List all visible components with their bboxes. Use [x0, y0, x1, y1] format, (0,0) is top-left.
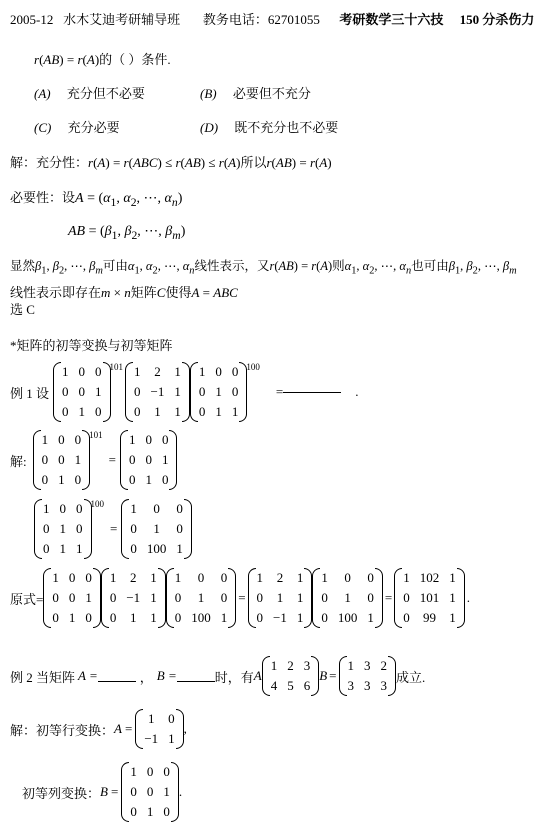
matrix-entry: 0	[74, 472, 82, 487]
matrix-entry: 0	[145, 432, 152, 447]
matrix-entry: 3	[380, 678, 387, 693]
matrix-entry: 0	[95, 404, 102, 419]
matrix-entry: 0	[52, 590, 59, 605]
matrix-body	[129, 762, 171, 822]
matrix-entry: 0	[231, 384, 239, 399]
matrix-entry: 1	[215, 384, 222, 399]
matrix-right-bracket	[228, 568, 236, 628]
matrix-entry: 0	[85, 610, 92, 625]
matrix-entry: 1	[296, 590, 304, 605]
matrix-entry: 0	[153, 501, 160, 516]
matrix-entry: 1	[367, 610, 374, 625]
matrix	[339, 656, 397, 696]
matrix-body	[61, 362, 103, 422]
matrix-entry: 1	[41, 432, 49, 447]
solution-choice: 选 C	[10, 302, 35, 317]
matrix-entry: 1	[109, 570, 117, 585]
matrix-entry: 1	[256, 570, 264, 585]
matrix-entry: 3	[364, 678, 371, 693]
matrix-entry: 1	[403, 570, 410, 585]
matrix-left-bracket	[248, 568, 256, 628]
matrix-body	[42, 499, 84, 559]
matrix-entry: 0	[128, 472, 136, 487]
matrix-left-bracket	[34, 499, 42, 559]
option-a: (A) 充分但不必要	[34, 86, 145, 101]
matrix-entry: 1	[128, 432, 136, 447]
matrix-entry: 0	[76, 521, 83, 536]
matrix-entry: 1	[344, 590, 351, 605]
matrix-body	[320, 568, 375, 628]
matrix-entry: 1	[85, 590, 92, 605]
matrix-entry: 0	[403, 610, 410, 625]
matrix-body	[143, 709, 175, 749]
matrix-entry: 0	[78, 364, 86, 379]
problem-stem: r(AB) = r(A)的（ ）条件.	[34, 52, 171, 67]
example1-label: 例 1 设	[10, 385, 50, 401]
matrix-entry: 0	[134, 384, 141, 399]
matrix-entry: 0	[43, 541, 50, 556]
matrix-entry: 1	[154, 404, 161, 419]
matrix-entry: 0	[130, 541, 137, 556]
matrix-entry: 1	[347, 658, 354, 673]
matrix	[120, 430, 178, 490]
matrix-entry: 102	[419, 570, 440, 585]
matrix-entry: 5	[287, 678, 294, 693]
matrix	[43, 568, 101, 628]
matrix-entry: 0	[231, 364, 239, 379]
matrix-entry: 0	[95, 364, 102, 379]
matrix-entry: 1	[296, 610, 304, 625]
matrix-left-bracket	[121, 499, 129, 559]
matrix-entry: 1	[270, 658, 278, 673]
matrix-entry: 0	[128, 452, 136, 467]
matrix-entry: 0	[145, 452, 152, 467]
matrix-right-bracket	[93, 568, 101, 628]
matrix-entry: 1	[321, 570, 328, 585]
matrix-entry: 99	[422, 610, 436, 625]
matrix-entry: 1	[62, 364, 69, 379]
matrix-entry: 1	[74, 452, 82, 467]
matrix-entry: 1	[150, 590, 157, 605]
matrix-right-bracket	[171, 762, 179, 822]
matrix-entry: 0	[130, 804, 137, 819]
matrix-right-bracket	[169, 430, 177, 490]
matrix-entry: 0	[74, 432, 82, 447]
matrix-entry: 1	[449, 610, 456, 625]
matrix-left-bracket	[53, 362, 61, 422]
matrix	[121, 762, 179, 822]
matrix-entry: 2	[380, 658, 387, 673]
matrix-entry: 1	[147, 711, 155, 726]
matrix-body	[51, 568, 93, 628]
matrix-body	[128, 430, 170, 490]
exponent: 101	[109, 362, 124, 372]
matrix-entry: 1	[134, 364, 141, 379]
matrix-entry: 2	[287, 658, 294, 673]
matrix-body	[109, 568, 158, 628]
matrix-entry: 100	[146, 541, 167, 556]
matrix-entry: 0	[321, 590, 328, 605]
header-date: 2005-12	[10, 12, 54, 27]
solution2-col-row: 初等列变换： B = 1 0 0 0 0 1 0 1 0 .	[22, 762, 182, 822]
matrix-entry: 0	[367, 590, 374, 605]
matrix-left-bracket	[43, 568, 51, 628]
matrix-body	[133, 362, 182, 422]
example2-label: 例 2 当矩阵	[10, 669, 76, 685]
equals-sign: =	[110, 521, 118, 536]
solution1-full	[10, 568, 470, 628]
matrix-entry: 0	[68, 590, 76, 605]
example1-row	[10, 362, 358, 422]
matrix-entry: 0	[43, 521, 50, 536]
matrix-entry: 1	[163, 784, 170, 799]
a-equals: A =	[78, 668, 98, 683]
matrix-right-bracket	[388, 656, 396, 696]
matrix-entry: 1	[176, 541, 183, 556]
matrix	[121, 499, 192, 559]
matrix-body	[347, 656, 389, 696]
matrix-entry: 1	[68, 610, 76, 625]
matrix-entry: 0	[130, 784, 137, 799]
matrix-entry: 1	[130, 501, 137, 516]
matrix	[312, 568, 383, 628]
matrix	[125, 362, 190, 422]
solution1-row1	[10, 430, 177, 490]
matrix-body	[256, 568, 305, 628]
matrix-entry: 0	[256, 610, 264, 625]
solution1-label: 解:	[10, 453, 27, 469]
matrix-entry: 1	[161, 452, 169, 467]
exponent: 100	[246, 362, 260, 372]
matrix-entry: 0	[58, 452, 65, 467]
matrix-entry: 1	[150, 610, 157, 625]
row-transform-label: 解：初等行变换：	[10, 722, 115, 738]
matrix-entry: 0	[109, 590, 117, 605]
matrix-entry: 0	[197, 570, 205, 585]
matrix-entry: 0	[85, 570, 92, 585]
matrix-entry: 1	[146, 804, 154, 819]
matrix-entry: 1	[145, 472, 152, 487]
solution2-row: 解：初等行变换： A = 1 0 −1 1 ,	[10, 709, 187, 749]
header	[10, 12, 534, 28]
matrix-entry: 1	[220, 610, 228, 625]
matrix-entry: −1	[150, 384, 165, 399]
matrix-entry: 0	[109, 610, 117, 625]
matrix-body	[41, 430, 83, 490]
section-title: *矩阵的初等变换与初等矩阵	[10, 338, 173, 353]
matrix-entry: 0	[198, 404, 206, 419]
hold-text: 成立.	[396, 669, 426, 685]
matrix-entry: 0	[130, 521, 137, 536]
matrix-entry: 1	[52, 570, 59, 585]
matrix-entry: 0	[367, 570, 374, 585]
matrix-entry: 0	[58, 432, 65, 447]
matrix-left-bracket	[262, 656, 270, 696]
header-phone: 教务电话：62701055	[202, 12, 320, 27]
matrix-left-bracket	[121, 762, 129, 822]
matrix-entry: 0	[163, 764, 170, 779]
matrix-entry: 0	[174, 590, 182, 605]
equals-sign: =	[329, 668, 337, 683]
orig-label: 原式=	[10, 591, 44, 607]
exponent: 101	[89, 430, 103, 440]
header-tagline: 150 分杀伤力	[459, 12, 535, 27]
equals-sign: =	[384, 590, 393, 605]
matrix-entry: 1	[174, 384, 181, 399]
matrix-entry: 0	[161, 432, 169, 447]
end-period: .	[355, 384, 359, 399]
matrix-left-bracket	[166, 568, 174, 628]
matrix-entry: 1	[231, 404, 239, 419]
matrix-entry: 1	[76, 541, 83, 556]
matrix-left-bracket	[33, 430, 41, 490]
matrix-left-bracket	[120, 430, 128, 490]
matrix-entry: 1	[130, 764, 137, 779]
matrix-left-bracket	[135, 709, 143, 749]
matrix-entry: 0	[68, 570, 76, 585]
matrix-right-bracket	[375, 568, 383, 628]
answer-blank-b	[177, 681, 215, 682]
example2-row: 例 2 当矩阵 A = ， B = 时，有 A 1 2 3 4 5 6 B = 1 3 2 3 3 3 成立.	[10, 656, 425, 696]
matrix-body	[198, 362, 240, 422]
solution-span-line: 显然$\beta_1$, $\beta_2$, ⋯, $\beta_m$可由$\alpha_1$, $\alpha_2$, ⋯, $\alpha_n$线性表示，又r(AB) = r(A)则$\alpha_1$, $\alpha_2$, ⋯, $\alpha_n$也可由$\beta_1$, $\beta_2$, ⋯, $\beta_m$	[10, 259, 517, 277]
matrix-entry: 0	[198, 384, 206, 399]
matrix-entry: 4	[270, 678, 278, 693]
matrix	[394, 568, 465, 628]
matrix-body	[270, 656, 312, 696]
matrix-entry: 1	[198, 364, 206, 379]
option-b: (B) 必要但不充分	[200, 86, 311, 101]
matrix-entry: 1	[197, 590, 205, 605]
matrix-entry: 2	[130, 570, 137, 585]
matrix-right-bracket	[184, 499, 192, 559]
matrix-right-bracket	[176, 709, 184, 749]
solution-matrix-line: 线性表示即存在m × n矩阵C使得A = ABC	[10, 285, 238, 300]
matrix-entry: 6	[303, 678, 311, 693]
matrix-entry: 3	[347, 678, 354, 693]
header-org: 水木艾迪考研辅导班	[63, 12, 181, 27]
matrix-entry: 0	[76, 501, 83, 516]
matrix-left-bracket	[394, 568, 402, 628]
b-equals: B =	[156, 668, 177, 683]
matrix-entry: −1	[144, 731, 159, 746]
matrix-entry: 1	[174, 404, 181, 419]
end-period: .	[466, 590, 470, 605]
matrix-entry: 0	[134, 404, 141, 419]
matrix-entry: 1	[296, 570, 304, 585]
solution-sufficiency: 解：充分性：r(A) = r(ABC) ≤ r(AB) ≤ r(A)所以r(AB) = r(A)	[10, 155, 332, 170]
matrix-entry: 1	[449, 590, 456, 605]
when-text: 时，有	[214, 669, 254, 685]
matrix	[53, 362, 111, 422]
equals-sign: =	[108, 452, 116, 467]
matrix-left-bracket	[190, 362, 198, 422]
option-d: (D) 既不充分也不必要	[200, 120, 339, 135]
matrix-entry: 1	[43, 501, 50, 516]
option-c: (C) 充分必要	[34, 120, 120, 135]
matrix-entry: 0	[176, 501, 183, 516]
matrix-entry: 0	[62, 384, 69, 399]
solution-ab-columns: AB = ($\beta_1$, $\beta_2$, ⋯, $\beta_m$)	[68, 224, 186, 242]
matrix-entry: 1	[153, 521, 160, 536]
matrix-left-bracket	[312, 568, 320, 628]
matrix-entry: 3	[364, 658, 371, 673]
matrix-entry: 3	[303, 658, 311, 673]
col-transform-label: 初等列变换：	[22, 785, 101, 801]
matrix-entry: 2	[276, 570, 284, 585]
matrix	[262, 656, 320, 696]
matrix	[33, 430, 91, 490]
matrix-entry: 0	[59, 501, 66, 516]
matrix-entry: 0	[256, 590, 264, 605]
matrix-right-bracket	[182, 362, 190, 422]
solution-necessity: 必要性：设$A = (\alpha_1$, $\alpha_2$, ⋯, $\alpha_n$)	[10, 190, 183, 209]
matrix-left-bracket	[125, 362, 133, 422]
answer-blank	[283, 392, 341, 393]
matrix-body	[174, 568, 229, 628]
matrix-entry: 1	[174, 570, 182, 585]
matrix-entry: 1	[150, 570, 157, 585]
problem-stem-suffix: 的（ ）条件.	[99, 52, 171, 67]
matrix-entry: 1	[215, 404, 222, 419]
matrix-entry: 1	[78, 404, 86, 419]
matrix-entry: 1	[276, 590, 284, 605]
matrix-entry: 100	[337, 610, 358, 625]
matrix-left-bracket	[101, 568, 109, 628]
matrix-entry: 0	[146, 764, 154, 779]
matrix-right-bracket	[457, 568, 465, 628]
matrix	[248, 568, 313, 628]
matrix-entry: −1	[126, 590, 141, 605]
matrix-entry: 0	[146, 784, 154, 799]
matrix-entry: 2	[154, 364, 161, 379]
matrix-entry: 0	[41, 472, 49, 487]
exponent: 100	[90, 499, 104, 509]
matrix-entry: 0	[163, 804, 170, 819]
matrix	[190, 362, 248, 422]
matrix	[34, 499, 92, 559]
matrix-entry: 1	[449, 570, 456, 585]
matrix-entry: 0	[321, 610, 328, 625]
answer-blank-a	[98, 681, 136, 682]
matrix-entry: 0	[78, 384, 86, 399]
matrix-entry: 0	[215, 364, 222, 379]
matrix-entry: 0	[403, 590, 410, 605]
matrix-entry: 1	[95, 384, 102, 399]
matrix-entry: 0	[168, 711, 175, 726]
matrix-entry: 0	[220, 590, 228, 605]
matrix-entry: 1	[130, 610, 137, 625]
matrix-entry: 1	[58, 472, 65, 487]
equals-sign: =	[275, 384, 284, 399]
matrix-entry: 0	[220, 570, 228, 585]
header-course: 考研数学三十六技	[339, 12, 444, 27]
matrix-entry: 101	[419, 590, 440, 605]
matrix-entry: 0	[52, 610, 59, 625]
matrix-entry: 0	[41, 452, 49, 467]
matrix-left-bracket	[339, 656, 347, 696]
matrix-entry: 0	[344, 570, 351, 585]
matrix-right-bracket	[158, 568, 166, 628]
matrix-entry: −1	[273, 610, 287, 625]
matrix	[166, 568, 237, 628]
matrix	[135, 709, 183, 749]
matrix-entry: 0	[174, 610, 182, 625]
equals-sign: =	[238, 590, 246, 605]
matrix-entry: 1	[59, 541, 66, 556]
matrix-entry: 1	[174, 364, 181, 379]
matrix-entry: 1	[59, 521, 66, 536]
matrix-body	[129, 499, 184, 559]
matrix-entry: 100	[191, 610, 211, 625]
matrix-right-bracket	[311, 656, 319, 696]
matrix-entry: 0	[161, 472, 169, 487]
matrix-right-bracket	[304, 568, 312, 628]
matrix-entry: 1	[168, 731, 175, 746]
solution1-row2	[34, 499, 192, 559]
matrix-body	[402, 568, 457, 628]
matrix-entry: 0	[176, 521, 183, 536]
matrix-entry: 0	[62, 404, 69, 419]
matrix	[101, 568, 166, 628]
